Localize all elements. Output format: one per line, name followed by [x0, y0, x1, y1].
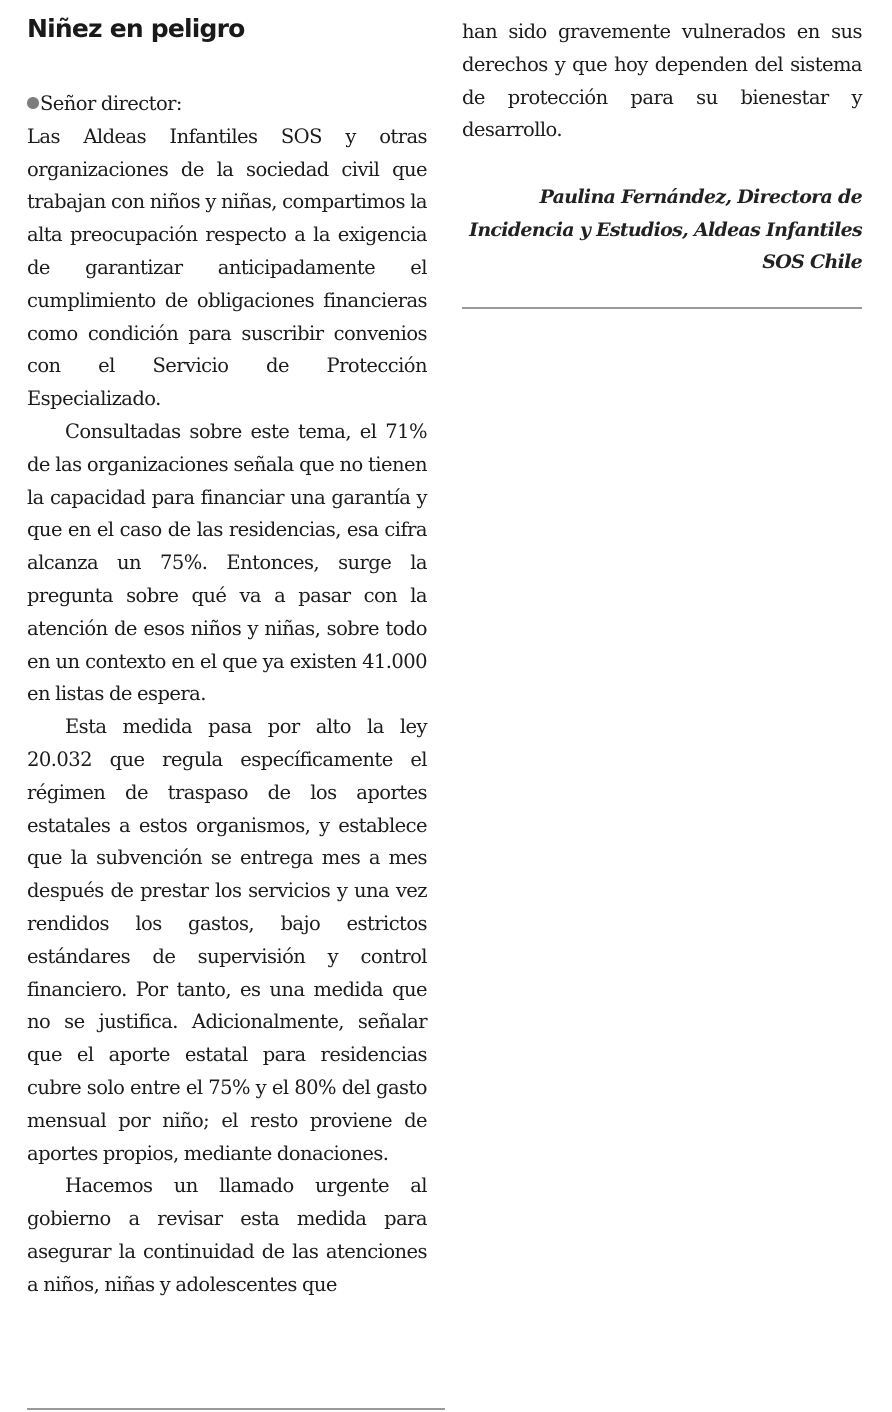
section-divider-right	[462, 307, 862, 309]
paragraph-3: Esta medida pasa por alto la ley 20.032 que regula específicamente el régimen de traspaso de los aportes estatales a estos organismos, y establece que la subvención se entrega mes a mes después de prestar los servicios y una vez rendidos los gastos, bajo estrictos estándares de supervisión y control financiero. Por tanto, es una medida que no se justifica. Adicionalmente, señalar que el aporte estatal para residencias cubre solo entre el 75% y el 80% del gasto mensual por niño; el resto proviene de aportes propios, mediante donaciones.	[27, 715, 427, 1165]
bullet-icon	[27, 97, 39, 109]
section-divider-left	[27, 1408, 445, 1410]
paragraph-4-continuation: han sido gravemente vulnerados en sus derechos y que hoy dependen del sistema de protección para su bienestar y desarrollo.	[462, 20, 862, 142]
letter-body-right-column	[462, 16, 862, 147]
salutation	[27, 88, 427, 121]
author-signature: Paulina Fernández, Directora de Incidencia y Estudios, Aldeas Infantiles SOS Chile	[469, 186, 862, 273]
paragraph-4: Hacemos un llamado urgente al gobierno a revisar esta medida para asegurar la continuidad de las atenciones a niños, niñas y adolescentes que	[27, 1174, 427, 1296]
paragraph-2: Consultadas sobre este tema, el 71% de las organizaciones señala que no tienen la capacidad para financiar una garantía y que en el caso de las residencias, esa cifra alcanza un 75%. Entonces, surge la pregunta sobre qué va a pasar con la atención de esos niños y niñas, sobre todo en un contexto en el que ya existen 41.000 en listas de espera.	[27, 419, 427, 706]
letter-body-left-column	[27, 88, 427, 1301]
paragraph-1: Las Aldeas Infantiles SOS y otras organizaciones de la sociedad civil que trabajan con niños y niñas, compartimos la alta preocupación respecto a la exigencia de garantizar anticipadamente el cumplimiento de obligaciones financieras como condición para suscribir convenios con el Servicio de Protección Especializado.	[27, 124, 427, 411]
letter-intro-paragraph	[27, 88, 427, 416]
salutation-text: Señor director:	[40, 92, 182, 115]
article-title: Niñez en peligro	[27, 14, 245, 43]
